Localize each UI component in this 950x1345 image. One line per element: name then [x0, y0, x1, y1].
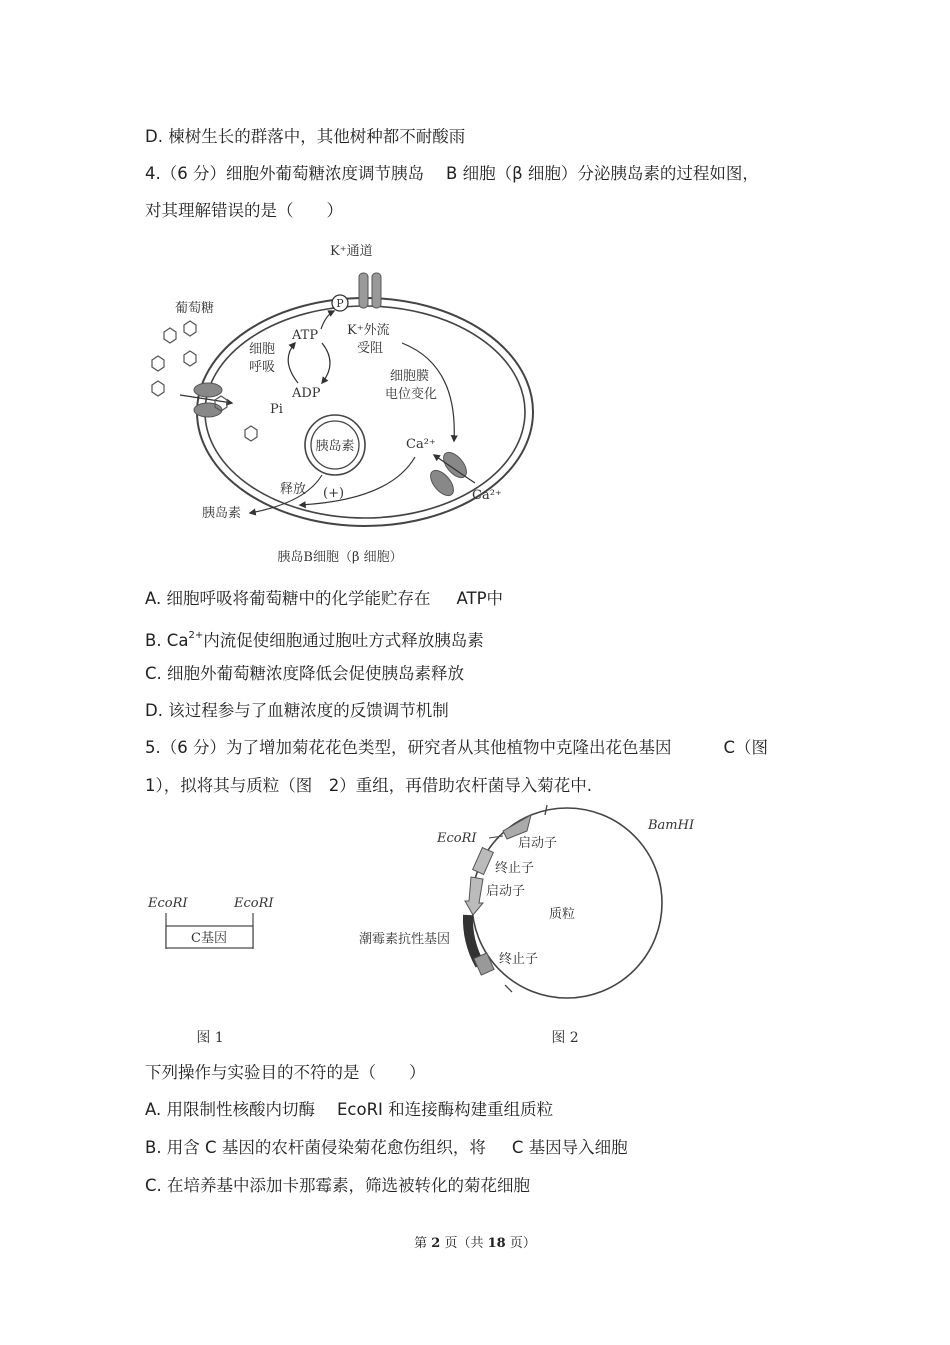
promoter2-arrow-icon	[465, 877, 483, 915]
q4-option-a-text: A. 细胞呼吸将葡萄糖中的化学能贮存在	[145, 589, 431, 608]
q5-option-b-part1: B. 用含 C 基因的农杆菌侵染菊花愈伤组织，将	[145, 1138, 486, 1157]
membrane-label-1: 细胞膜	[390, 369, 430, 384]
q5-question: 下列操作与实验目的不符的是（ ）	[145, 1063, 426, 1082]
q4-stem-part1: 4.（6 分）细胞外葡萄糖浓度调节胰岛	[145, 164, 424, 183]
ca-outside-label: Ca²⁺	[472, 488, 502, 503]
k-efflux-label-1: K⁺外流	[347, 323, 390, 338]
k-channel-icon	[359, 273, 381, 308]
footer-suffix: 页）	[505, 1236, 536, 1251]
respiration-label-1: 细胞	[249, 342, 276, 357]
q5-stem-part1: 5.（6 分）为了增加菊花花色类型，研究者从其他植物中克隆出花色基因	[145, 738, 672, 757]
terminator1-label: 终止子	[495, 861, 535, 876]
plus-label: (+)	[323, 486, 345, 501]
q4-option-c: C. 细胞外葡萄糖浓度降低会促使胰岛素释放	[145, 664, 465, 683]
promoter1-label: 启动子	[518, 836, 558, 851]
adp-label: ADP	[292, 386, 321, 401]
fig1-ecori-right: EcoRⅠ	[234, 896, 274, 911]
q5-option-a-part2: EcoRI 和连接酶构建重组质粒	[337, 1100, 554, 1119]
bamhi-label: BamHⅠ	[648, 818, 695, 833]
insulin-out-label: 胰岛素	[202, 506, 242, 521]
q4-stem-part2: B 细胞（β 细胞）分泌胰岛素的过程如图，	[446, 164, 759, 183]
q4-stem-line2: 对其理解错误的是（ ）	[145, 201, 343, 220]
q4-option-a-atp: ATP中	[456, 589, 504, 608]
fig1-ecori-left: EcoRⅠ	[148, 896, 188, 911]
q4-option-a	[145, 588, 503, 610]
respiration-label-2: 呼吸	[249, 360, 276, 375]
q4-option-b-rest: 内流促使细胞通过胞吐方式释放胰岛素	[203, 631, 484, 650]
q5-option-c: C. 在培养基中添加卡那霉素，筛选被转化的菊花细胞	[145, 1176, 531, 1195]
fig1-caption: 图 1	[196, 1030, 224, 1046]
figure-2-plasmid	[355, 805, 695, 1055]
membrane-label-2: 电位变化	[385, 387, 438, 402]
figure-1	[140, 885, 300, 1055]
page-footer	[0, 1232, 950, 1251]
plasmid-label: 质粒	[549, 907, 576, 922]
phosphate-label: P	[336, 297, 344, 310]
q5-stem-part2: C（图	[723, 738, 769, 757]
q4-option-b	[145, 625, 484, 652]
ca-channel-icon	[426, 448, 471, 499]
glucose-icon	[152, 321, 257, 441]
k-channel-label: K⁺通道	[330, 244, 373, 259]
fig2-caption: 图 2	[551, 1030, 579, 1046]
promoter2-label: 启动子	[486, 884, 526, 899]
beta-cell-caption: 胰岛B细胞（β 细胞）	[277, 550, 403, 565]
q5-stem	[145, 737, 768, 759]
beta-cell-figure	[140, 235, 520, 570]
ca-inside-label: Ca²⁺	[406, 437, 436, 452]
c-gene-label: C基因	[191, 931, 227, 946]
terminator1-segment	[473, 848, 494, 875]
release-label: 释放	[280, 482, 307, 497]
footer-total-pages: 18	[487, 1236, 506, 1251]
q5-option-a-part1: A. 用限制性核酸内切酶	[145, 1100, 315, 1119]
q3-option-d: D. 楝树生长的群落中，其他树种都不耐酸雨	[145, 127, 466, 146]
k-efflux-label-2: 受阻	[357, 341, 384, 356]
footer-middle: 页（共	[440, 1236, 488, 1251]
footer-page-number: 2	[431, 1236, 441, 1251]
ecori-label: EcoRⅠ	[437, 831, 477, 846]
q4-option-d: D. 该过程参与了血糖浓度的反馈调节机制	[145, 701, 449, 720]
q5-stem-line2: 1），拟将其与质粒（图 2）重组，再借助农杆菌导入菊花中.	[145, 776, 592, 795]
q4-option-b-prefix: B. Ca	[145, 631, 189, 650]
hygromycin-label: 潮霉素抗性基因	[359, 932, 451, 947]
pi-label: Pi	[270, 402, 283, 417]
q5-option-b-part2: C 基因导入细胞	[511, 1138, 628, 1157]
q5-option-b	[145, 1137, 628, 1159]
footer-prefix: 第	[414, 1236, 432, 1251]
q5-option-a	[145, 1099, 553, 1121]
q4-option-b-sup: 2+	[188, 630, 204, 641]
terminator2-label: 终止子	[499, 952, 539, 967]
q4-stem	[145, 163, 759, 185]
insulin-vesicle-label: 胰岛素	[315, 439, 355, 454]
glucose-label: 葡萄糖	[175, 301, 215, 316]
atp-label: ATP	[292, 328, 319, 343]
